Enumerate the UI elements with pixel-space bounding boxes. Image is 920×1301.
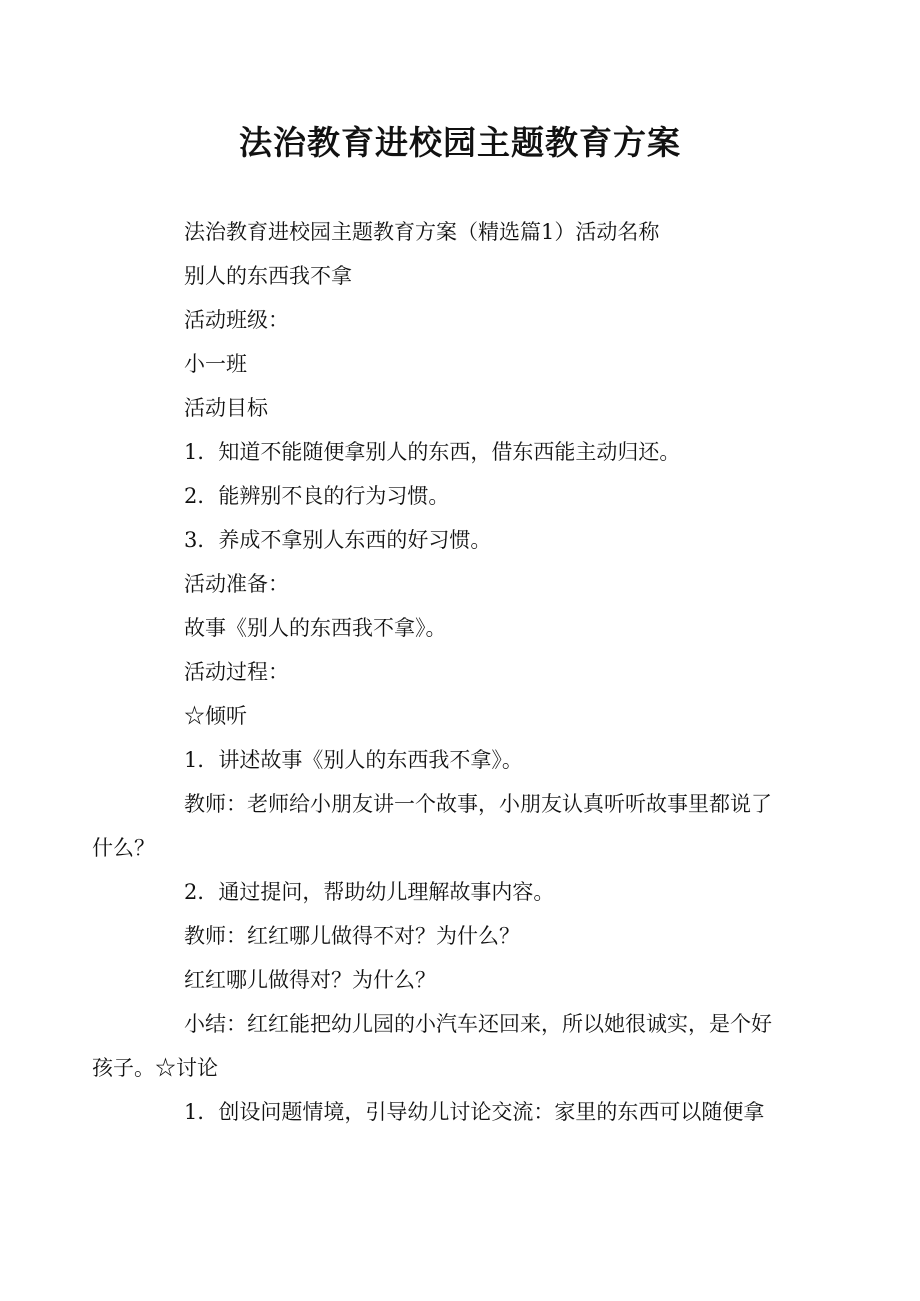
paragraph-activity-class-value: 小一班 — [184, 352, 247, 376]
paragraph-activity-name: 法治教育进校园主题教育方案（精选篇1）活动名称 — [184, 220, 660, 244]
paragraph-goal-3: 3．养成不拿别人东西的好习惯。 — [184, 528, 492, 552]
paragraph-activity-name-value: 别人的东西我不拿 — [184, 264, 352, 288]
paragraph-teacher-story: 教师：老师给小朋友讲一个故事，小朋友认真听听故事里都说了什么？ — [92, 792, 772, 860]
paragraph-discussion-step-1: 1．创设问题情境，引导幼儿讨论交流：家里的东西可以随便拿 — [184, 1100, 765, 1124]
paragraph-preparation-value: 故事《别人的东西我不拿》。 — [184, 616, 447, 640]
paragraph-process-step-1: 1．讲述故事《别人的东西我不拿》。 — [184, 748, 523, 772]
paragraph-summary: 小结：红红能把幼儿园的小汽车还回来，所以她很诚实，是个好孩子。☆讨论 — [92, 1012, 772, 1080]
paragraph-process-step-2: 2．通过提问，帮助幼儿理解故事内容。 — [184, 880, 555, 904]
paragraph-activity-preparation: 活动准备： — [184, 572, 289, 596]
paragraph-question: 红红哪儿做得对？为什么？ — [184, 968, 436, 992]
paragraph-activity-class: 活动班级： — [184, 308, 289, 332]
document-body — [92, 210, 786, 1134]
paragraph-teacher-question: 教师：红红哪儿做得不对？为什么？ — [184, 924, 520, 948]
paragraph-goal-2: 2．能辨别不良的行为习惯。 — [184, 484, 450, 508]
paragraph-activity-goals: 活动目标 — [184, 396, 268, 420]
paragraph-goal-1: 1．知道不能随便拿别人的东西，借东西能主动归还。 — [184, 440, 681, 464]
paragraph-listen-heading: ☆倾听 — [184, 704, 247, 728]
paragraph-activity-process: 活动过程： — [184, 660, 289, 684]
document-title: 法治教育进校园主题教育方案 — [239, 123, 681, 162]
